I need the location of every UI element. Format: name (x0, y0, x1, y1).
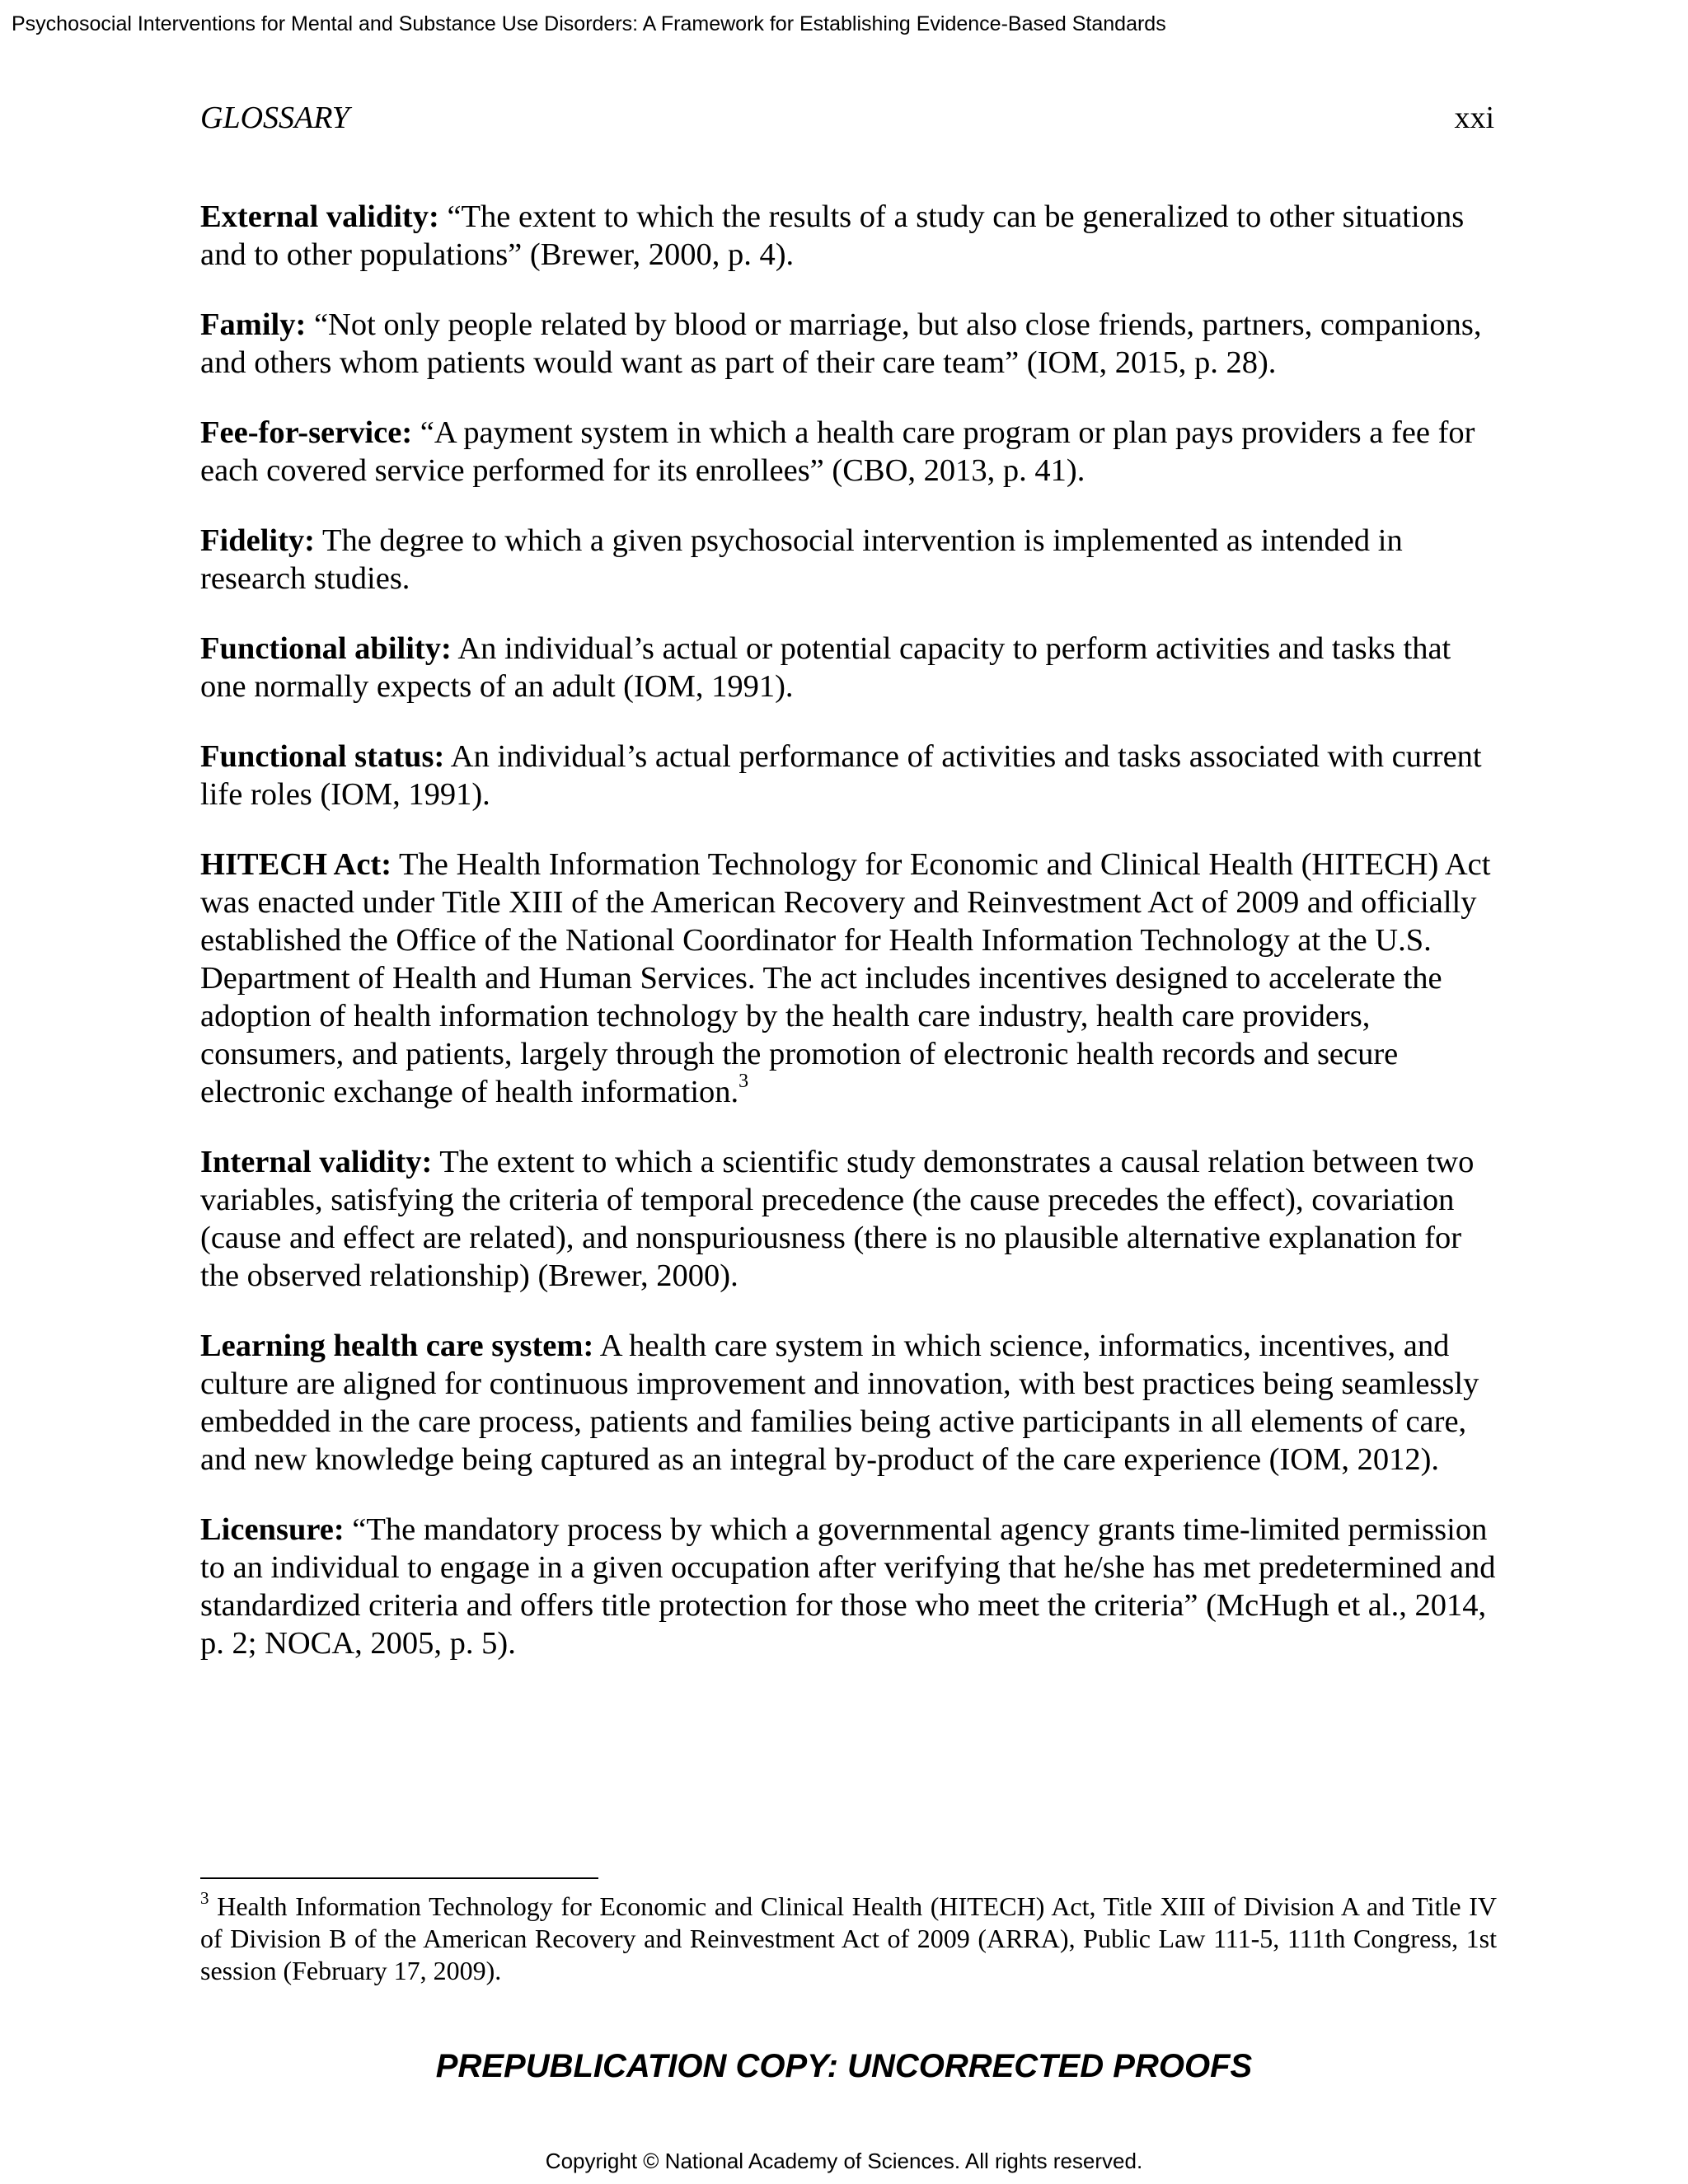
glossary-term: Internal validity: (200, 1145, 433, 1179)
glossary-entry-functional-status (200, 738, 1498, 813)
copyright-notice: Copyright © National Academy of Sciences. All rights reserved. (545, 2149, 1143, 2173)
glossary-term: Family: (200, 307, 307, 342)
glossary-definition: “A payment system in which a health care program or plan pays providers a fee for each covered service performed for its enrollees” (CBO, 2013, p. 41). (200, 415, 1475, 488)
glossary-definition: “The mandatory process by which a governmental agency grants time-limited permission to an individual to engage in a given occupation after verifying that he/she has met predetermined and standardized criteria and offers title protection for those who meet the criteria” (McHugh et al., 2014, p. 2; NOCA, 2005, p. 5). (200, 1512, 1496, 1661)
glossary-definition: An individual’s actual performance of activities and tasks associated with current life roles (IOM, 1991). (200, 739, 1482, 812)
glossary-term: Functional ability: (200, 631, 452, 666)
footnote-text: Health Information Technology for Economic and Clinical Health (HITECH) Act, Title XIII of Division A and Title IV of Division B of the American Recovery and Reinvestment Act of 2009 (ARRA), Public Law 111-5, 111th Congress, 1st session (February 17, 2009). (200, 1891, 1498, 1985)
prepublication-stamp: PREPUBLICATION COPY: UNCORRECTED PROOFS (435, 2048, 1253, 2084)
glossary-term: Fee-for-service: (200, 415, 413, 450)
page-number: xxi (1454, 101, 1494, 135)
running-header: Psychosocial Interventions for Mental and Substance Use Disorders: A Framework for Establishing Evidence-Based Standards (12, 12, 1166, 35)
footnote-reference[interactable]: 3 (738, 1071, 749, 1092)
section-title: GLOSSARY (200, 101, 349, 135)
glossary-term: Fidelity: (200, 523, 315, 558)
glossary-entry-licensure (200, 1511, 1498, 1662)
glossary-term: Functional status: (200, 739, 445, 774)
glossary-term: HITECH Act: (200, 847, 392, 882)
glossary-term: Learning health care system: (200, 1329, 594, 1363)
footnote (200, 1888, 1498, 1987)
glossary-entry-fidelity (200, 522, 1498, 598)
footnote-number: 3 (200, 1888, 209, 1908)
glossary-definition: The degree to which a given psychosocial intervention is implemented as intended in research studies. (200, 523, 1403, 596)
glossary-entry-learning-health-care-system (200, 1327, 1498, 1479)
glossary-definition: The extent to which a scientific study demonstrates a causal relation between two variables, satisfying the criteria of temporal precedence (the cause precedes the effect), covariation (cause and effect are related), and nonspuriousness (there is no plausible alternative explanation for the observed relationship) (Brewer, 2000). (200, 1145, 1475, 1293)
glossary-definition: The Health Information Technology for Economic and Clinical Health (HITECH) Act was enacted under Title XIII of the American Recovery and Reinvestment Act of 2009 and officially established the Office of the National Coordinator for Health Information Technology at the U.S. Department of Health and Human Services. The act includes incentives designed to accelerate the adoption of health information technology by the health care industry, health care providers, consumers, and patients, largely through the promotion of electronic health records and secure electronic exchange of health information. (200, 847, 1491, 1109)
glossary-entry-functional-ability (200, 630, 1498, 705)
glossary-definition: A health care system in which science, informatics, incentives, and culture are aligned for continuous improvement and innovation, with best practices being seamlessly embedded in the care process, patients and families being active participants in all elements of care, and new knowledge being captured as an integral by-product of the care experience (IOM, 2012). (200, 1329, 1479, 1477)
glossary-definition: “Not only people related by blood or marriage, but also close friends, partners, companions, and others whom patients would want as part of their care team” (IOM, 2015, p. 28). (200, 307, 1482, 380)
glossary-entry-fee-for-service (200, 414, 1498, 490)
footnote-divider (200, 1877, 598, 1879)
glossary-entries (200, 198, 1498, 1694)
glossary-entry-internal-validity (200, 1143, 1498, 1295)
glossary-definition: “The extent to which the results of a study can be generalized to other situations and to other populations” (Brewer, 2000, p. 4). (200, 199, 1465, 272)
glossary-term: External validity: (200, 199, 439, 234)
glossary-entry-external-validity (200, 198, 1498, 274)
page-header (200, 99, 1494, 137)
glossary-definition: An individual’s actual or potential capacity to perform activities and tasks that one normally expects of an adult (IOM, 1991). (200, 631, 1451, 704)
glossary-term: Licensure: (200, 1512, 345, 1547)
glossary-entry-hitech-act (200, 846, 1498, 1111)
glossary-entry-family (200, 306, 1498, 382)
